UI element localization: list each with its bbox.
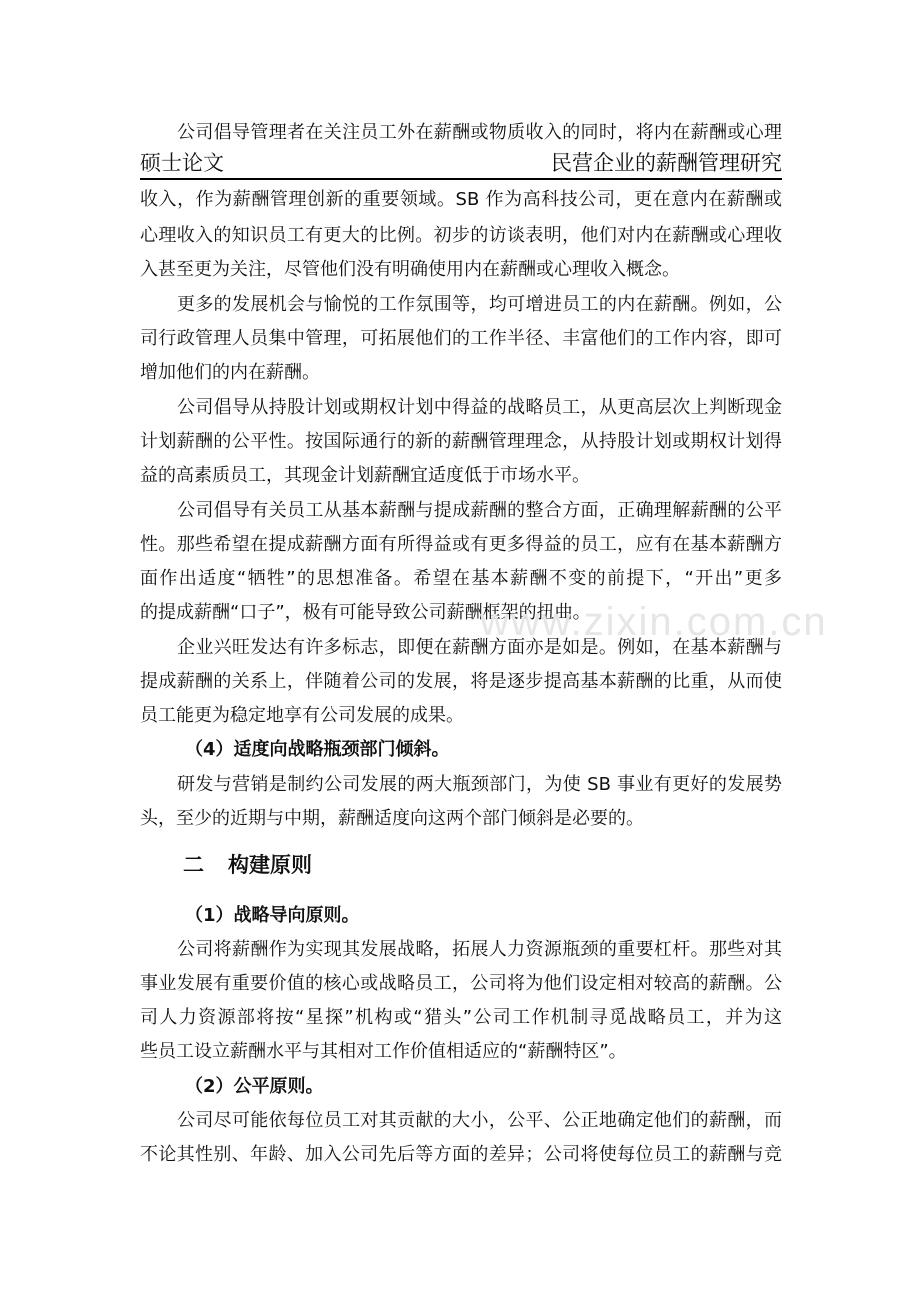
section-number: 二 <box>183 853 204 877</box>
paragraph-line: 司行政管理人员集中管理，可拓展他们的工作半径、丰富他们的工作内容，即可 <box>140 328 782 349</box>
page-header <box>140 150 782 180</box>
paragraph-line: 收入，作为薪酬管理创新的重要领域。SB 作为高科技公司，更在意内在薪酬或 <box>140 189 782 210</box>
paragraph-line: 公司倡导有关员工从基本薪酬与提成薪酬的整合方面，正确理解薪酬的公平 <box>177 500 782 521</box>
paragraph-line: 的提成薪酬“口子”，极有可能导致公司薪酬框架的扭曲。 <box>140 602 591 623</box>
paragraph-line: 企业兴旺发达有许多标志，即便在薪酬方面亦是如是。例如，在基本薪酬与 <box>177 637 782 658</box>
subsection-heading: （2）公平原则。 <box>185 1076 324 1097</box>
section-title: 构建原则 <box>228 853 312 877</box>
paragraph-line: 提成薪酬的关系上，伴随着公司的发展，将是逐步提高基本薪酬的比重，从而使 <box>140 671 782 692</box>
paragraph-line: 增加他们的内在薪酬。 <box>140 362 320 383</box>
paragraph-line: 员工能更为稳定地享有公司发展的成果。 <box>140 705 464 726</box>
paragraph-line: 公司将薪酬作为实现其发展战略，拓展人力资源瓶颈的重要杠杆。那些对其 <box>177 939 782 960</box>
paragraph-line: 不论其性别、年龄、加入公司先后等方面的差异；公司将使每位员工的薪酬与竞 <box>140 1144 782 1165</box>
paragraph-line: 益的高素质员工，其现金计划薪酬宜适度低于市场水平。 <box>140 465 590 486</box>
paragraph-line: 心理收入的知识员工有更大的比例。初步的访谈表明，他们对内在薪酬或心理收 <box>140 225 782 246</box>
header-thesis-title: 民营企业的薪酬管理研究 <box>551 151 782 175</box>
watermark-text: www.zixin.com.cn <box>480 600 828 644</box>
paragraph-line: 面作出适度“牺牲”的思想准备。希望在基本薪酬不变的前提下，“开出”更多 <box>140 568 782 589</box>
section-heading <box>183 852 312 878</box>
paragraph-line: 些员工设立薪酬水平与其相对工作价值相适应的“薪酬特区”。 <box>140 1041 627 1062</box>
paragraph-line: 入甚至更为关注，尽管他们没有明确使用内在薪酬或心理收入概念。 <box>140 259 680 280</box>
paragraph-line: 性。那些希望在提成薪酬方面有所得益或有更多得益的员工，应有在基本薪酬方 <box>140 534 782 555</box>
paragraph-line: 公司倡导从持股计划或期权计划中得益的战略员工，从更高层次上判断现金 <box>177 397 782 418</box>
paragraph-line: 计划薪酬的公平性。按国际通行的新的薪酬管理理念，从持股计划或期权计划得 <box>140 431 782 452</box>
paragraph-line: 公司尽可能依每位员工对其贡献的大小，公平、公正地确定他们的薪酬，而 <box>177 1110 782 1131</box>
paragraph-line: 头，至少的近期与中期，薪酬适度向这两个部门倾斜是必要的。 <box>140 808 644 829</box>
subsection-heading: （4）适度向战略瓶颈部门倾斜。 <box>185 739 450 760</box>
paragraph-line: 事业发展有重要价值的核心或战略员工，公司将为他们设定相对较高的薪酬。公 <box>140 973 782 994</box>
paragraph-line: 研发与营销是制约公司发展的两大瓶颈部门，为使 SB 事业有更好的发展势 <box>177 774 782 795</box>
subsection-heading: （1）战略导向原则。 <box>185 905 360 926</box>
paragraph-line: 更多的发展机会与愉悦的工作氛围等，均可增进员工的内在薪酬。例如，公 <box>177 294 782 315</box>
paragraph-line: 公司倡导管理者在关注员工外在薪酬或物质收入的同时，将内在薪酬或心理 <box>177 122 782 143</box>
paragraph-line: 司人力资源部将按“星探”机构或“猎头”公司工作机制寻觅战略员工，并为这 <box>140 1007 782 1028</box>
header-thesis-label: 硕士论文 <box>140 151 224 175</box>
